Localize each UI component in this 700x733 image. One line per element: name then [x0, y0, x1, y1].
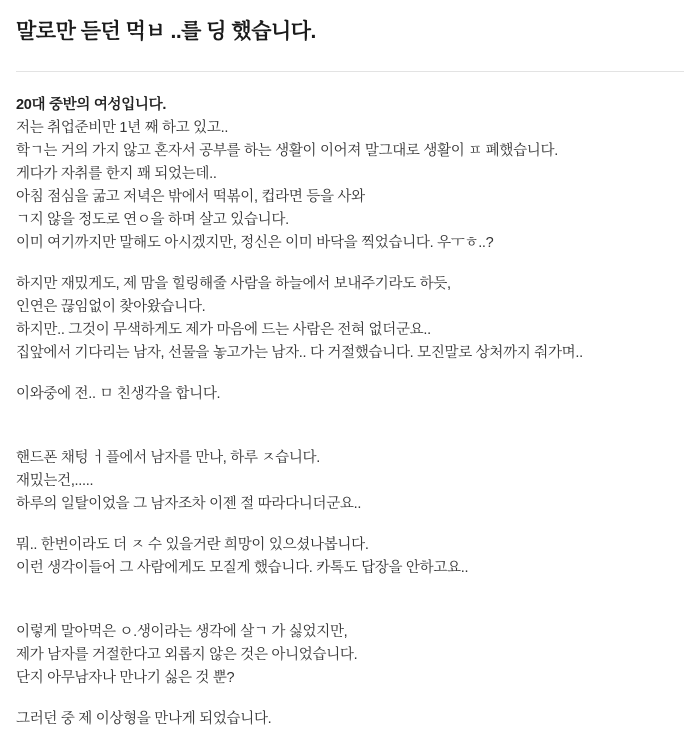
- text-line: 인연은 끊임없이 찾아왔습니다.: [16, 299, 206, 316]
- text-line: ㄱ지 않을 정도로 연ㅇ을 하며 살고 있습니다.: [16, 212, 289, 229]
- text-line: 이미 여기까지만 말해도 아시겠지만, 정신은 이미 바닥을 찍었습니다. 우ㅜㅎ..?: [16, 235, 494, 252]
- text-line: 아침 점심을 굶고 저녁은 밖에서 떡볶이, 컵라면 등을 사와: [16, 189, 365, 206]
- text-line: 집앞에서 기다리는 남자, 선물을 놓고가는 남자.. 다 거절했습니다. 모진말로 상처까지 줘가며..: [16, 345, 583, 362]
- paragraph: [16, 534, 684, 580]
- text-line: 이런 생각이들어 그 사람에게도 모질게 했습니다. 카톡도 답장을 안하고요..: [16, 560, 469, 577]
- post-body: [0, 72, 700, 731]
- text-line: 이렇게 말아먹은 ㅇ.생이라는 생각에 살ㄱ 가 싫었지만,: [16, 624, 348, 641]
- text-line: 하지만.. 그것이 무색하게도 제가 마음에 드는 사람은 전혀 없더군요..: [16, 322, 431, 339]
- text-line: 학ㄱ는 거의 가지 않고 혼자서 공부를 하는 생활이 이어져 말그대로 생활이 ㅍ 폐했습니다.: [16, 143, 558, 160]
- page-title: 말로만 듣던 먹ㅂ ..를 딩 했습니다.: [16, 20, 316, 43]
- text-line: 뭐.. 한번이라도 더 ㅈ 수 있을거란 희망이 있으셨나봅니다.: [16, 537, 369, 554]
- paragraph: [16, 708, 684, 731]
- paragraph: [16, 424, 684, 516]
- paragraph: [16, 598, 684, 690]
- text-line: 하지만 재밌게도, 제 맘을 힐링해줄 사람을 하늘에서 보내주기라도 하듯,: [16, 276, 451, 293]
- text-line: 20대 중반의 여성입니다.: [16, 97, 167, 114]
- text-line: 이와중에 전.. ㅁ 친생각을 합니다.: [16, 386, 221, 403]
- paragraph: [16, 273, 684, 365]
- text-line: 단지 아무남자나 만나기 싫은 것 뿐?: [16, 670, 235, 687]
- text-line: 재밌는건,.....: [16, 473, 94, 490]
- text-line: 게다가 자취를 한지 꽤 되었는데..: [16, 166, 217, 183]
- paragraph: [16, 383, 684, 406]
- text-line: 하루의 일탈이었을 그 남자조차 이젠 절 따라다니더군요..: [16, 496, 362, 513]
- text-line: 저는 취업준비만 1년 째 하고 있고..: [16, 120, 229, 137]
- blank-line: [16, 598, 684, 621]
- blank-line: [16, 424, 684, 447]
- text-line: 제가 남자를 거절한다고 외롭지 않은 것은 아니었습니다.: [16, 647, 358, 664]
- post-header: [0, 0, 700, 72]
- paragraph: [16, 94, 684, 255]
- text-line: 핸드폰 채텅 ㅓ플에서 남자를 만나, 하루 ㅈ습니다.: [16, 450, 320, 467]
- text-line: 그러던 중 제 이상형을 만나게 되었습니다.: [16, 711, 272, 728]
